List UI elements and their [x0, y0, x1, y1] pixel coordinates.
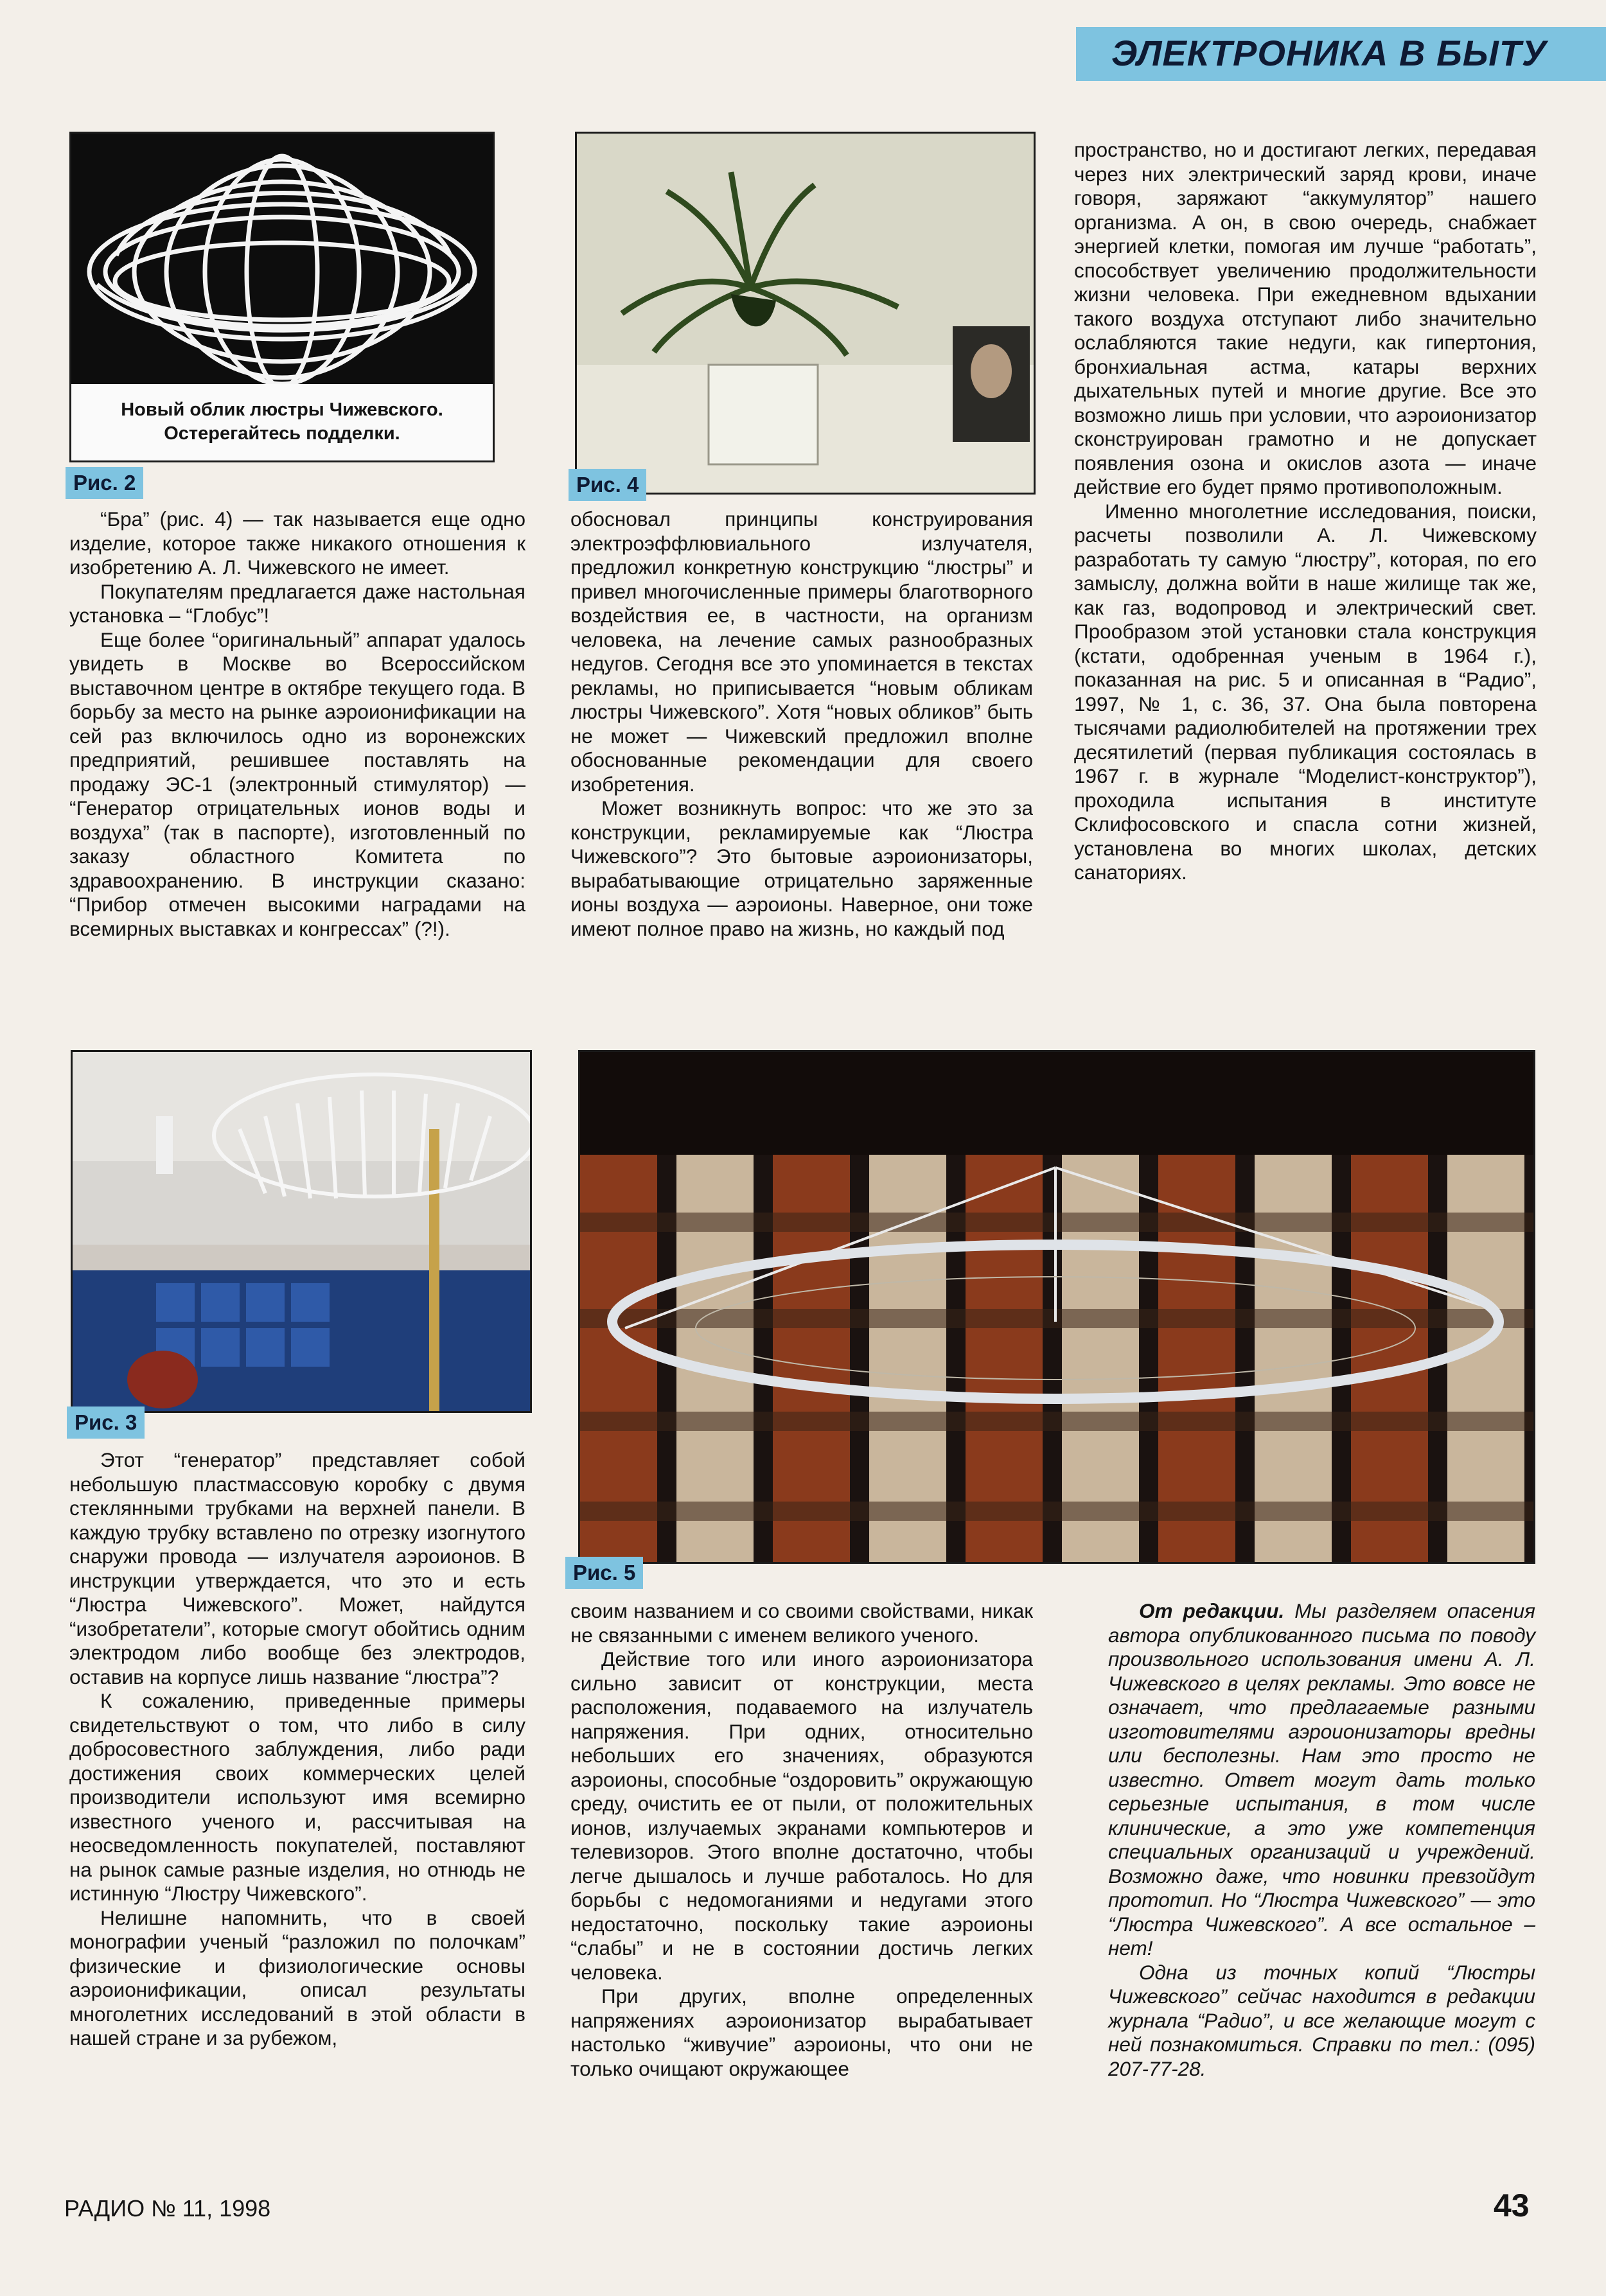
column-1-bottom [69, 1448, 525, 2051]
original-chizhevsky-chandelier-photo [580, 1052, 1533, 1562]
paragraph: К сожалению, приведенные примеры свидетельствуют о том, что либо в силу добросовестного заблуждения, либо ради достижения своих коммерческих целей производители используют имя всемирно известного ученого и, рассчитывая на неосведомленность покупателей, поставляют на рынок самые разные изделия, но отнюдь не истинную “Люстру Чижевского”. [69, 1689, 525, 1905]
paragraph: “Бра” (рис. 4) — так называется еще одно изделие, которое также никакого отношения к изобретению А. Л. Чижевского не имеет. [69, 507, 525, 579]
figure-2-caption-line2: Остерегайтесь подделки. [164, 423, 400, 444]
editorial-lead: От редакции. [1139, 1599, 1285, 1622]
section-title: ЭЛЕКТРОНИКА В БЫТУ [1111, 33, 1547, 73]
figure-2 [69, 132, 495, 462]
figure-4-tag: Рис. 4 [569, 469, 646, 501]
paragraph: Этот “генератор” представляет собой небольшую пластмассовую коробку с двумя стеклянными трубками на верхней панели. В каждую трубку вставлено по отрезку изогнутого снаружи провода — излучателя аэроионов. В инструкции утверждается, что это и есть “Люстра Чижевского”. Может, найдутся “изобретатели”, которые смогут обойтись одним электродом либо вообще без электродов, оставив на корпусе лишь название “люстра”? [69, 1448, 525, 1688]
chandelier-sketch-image [71, 134, 493, 384]
editorial-note [1108, 1599, 1535, 2081]
column-2-bottom [570, 1599, 1033, 2081]
issue-label: РАДИО № 11, 1998 [64, 2195, 271, 2222]
paragraph: своим названием и со своими свойствами, никак не связанными с именем великого ученого. [570, 1599, 1033, 1647]
paragraph: При других, вполне определенных напряжениях аэроионизатор вырабатывает настолько “живучие” аэроионы, что они не только очищают окружающее [570, 1985, 1033, 2080]
paragraph: Действие того или иного аэроионизатора сильно зависит от конструкции, места расположения, подаваемого на излучатель напряжения. При одних, относительно небольших его значениях, образуются аэроионы, способные “оздоровить” окружающую среду, очистить ее от пыли, от положительных ионов, излучаемых экранами компьютеров и телевизоров. Этого вполне достаточно, чтобы легче дышалось и лучше работалось. Но для борьбы с недомоганиями и недугами этого недостаточно, поскольку такие аэроионы “слабы” и не в состоянии достичь легких человека. [570, 1647, 1033, 1984]
figure-2-caption-line1: Новый облик люстры Чижевского. [121, 399, 443, 420]
figure-3-tag: Рис. 3 [67, 1407, 145, 1439]
figure-5-tag: Рис. 5 [565, 1557, 643, 1589]
figure-3 [71, 1050, 532, 1413]
page-number: 43 [1494, 2187, 1530, 2223]
paragraph: Нелишне напомнить, что в своей монографии ученый “разложил по полочкам” физические и физиологические основы аэроионификации, описал результаты многолетних исследований в этой области в нашей стране и за рубежом, [69, 1906, 525, 2049]
column-1-top [69, 507, 525, 941]
column-3-top [1074, 138, 1537, 885]
paragraph: пространство, но и достигают легких, передавая через них электрический заряд крови, иначе говоря, заряжают “аккумулятор” нашего организма. А он, в свою очередь, снабжает энергией клетки, помогая им лучше “работать”, способствует увеличению продолжительности жизни человека. При ежедневном вдыхании такого воздуха отступают либо значительно ослабляются такие недуги, как гипертония, бронхиальная астма, катары верхних дыхательных путей и многие другие. Все это возможно лишь при условии, что аэроионизатор сконструирован грамотно и не допускает появления озона и окислов азота — иначе действие его будет прямо противоположным. [1074, 138, 1537, 498]
paragraph: обосновал принципы конструирования электроэффлювиального излучателя, предложил конкретную конструкцию “люстры” и привел многочисленные примеры благотворного воздействия ее, в частности, на организм человека, на лечение самых разнообразных недугов. Сегодня все это упоминается в текстах рекламы, но приписывается “новым обликам люстры Чижевского”. Хотя “новых обликов” быть не может — Чижевский предложил вполне обоснованные рекомендации для своего изобретения. [570, 507, 1033, 796]
paragraph: Покупателям предлагается даже настольная установка – “Глобус”! [69, 579, 525, 627]
exhibition-stand-photo [73, 1052, 530, 1411]
figure-5 [578, 1050, 1535, 1564]
paragraph: Может возникнуть вопрос: что же это за конструкции, рекламируемые как “Люстра Чижевского”? Это бытовые аэроионизаторы, вырабатывающие отрицательно заряженные ионы воздуха — аэроионы. Наверное, они тоже имеют полное право на жизнь, но каждый под [570, 796, 1033, 940]
figure-2-tag: Рис. 2 [66, 467, 143, 499]
paragraph: Именно многолетние исследования, поиски, расчеты позволили А. Л. Чижевскому разработать ту самую “люстру”, которая, по его замыслу, должна войти в наше жилище так же, как газ, водопровод и электрический свет. Прообразом этой установки стала конструкция (кстати, одобренная ученым в 1964 г.), показанная на рис. 5 и описанная в “Радио”, 1997, № 1, с. 36, 37. Она была повторена тысячами радиолюбителей на протяжении трех десятилетий (первая публикация состоялась в 1967 г. в журнале “Моделист-конструктор”), проходила испытания в институте Склифосовского и спасла сотни жизней, установлена во многих школах, детских санаториях. [1074, 499, 1537, 884]
paragraph: Еще более “оригинальный” аппарат удалось увидеть в Москве во Всероссийском выставочном центре в октябре текущего года. В борьбу за место на рынке аэроионификации на сей раз включилось одно из воронежских предприятий, решившее поставлять на продажу ЭС-1 (электронный стимулятор) — “Генератор отрицательных ионов воды и воздуха” (так в паспорте), изготовленный по заказу областного Комитета по здравоохранению. В инструкции сказано: “Прибор отмечен высокими наградами на всемирных выставках и конгрессах” (?!). [69, 627, 525, 940]
editorial-text: Мы разделяем опасения автора опубликованного письма по поводу произвольного использования имени А. Л. Чижевского в целях рекламы. Это вовсе не означает, что предлагаемые разными изготовителями аэроионизаторы вредны или бесполезны. Нам это просто не известно. Ответ могут дать только серьезные испытания, в том числе клинические, а это уже компетенция специальных организаций и учреждений. Возможно даже, что новинки превзойдут прототип. Но “Люстра Чижевского” — это “Люстра Чижевского”. А все остальное – нет! [1108, 1599, 1535, 1959]
figure-4 [575, 132, 1036, 495]
editorial-contact: Одна из точных копий “Люстры Чижевского” сейчас находится в редакции журнала “Радио”, и все желающие могут с ней познакомиться. Справки по тел.: (095) 207-77-28. [1108, 1960, 1535, 2080]
column-2-top [570, 507, 1033, 941]
wall-ionizer-photo [577, 134, 1034, 493]
